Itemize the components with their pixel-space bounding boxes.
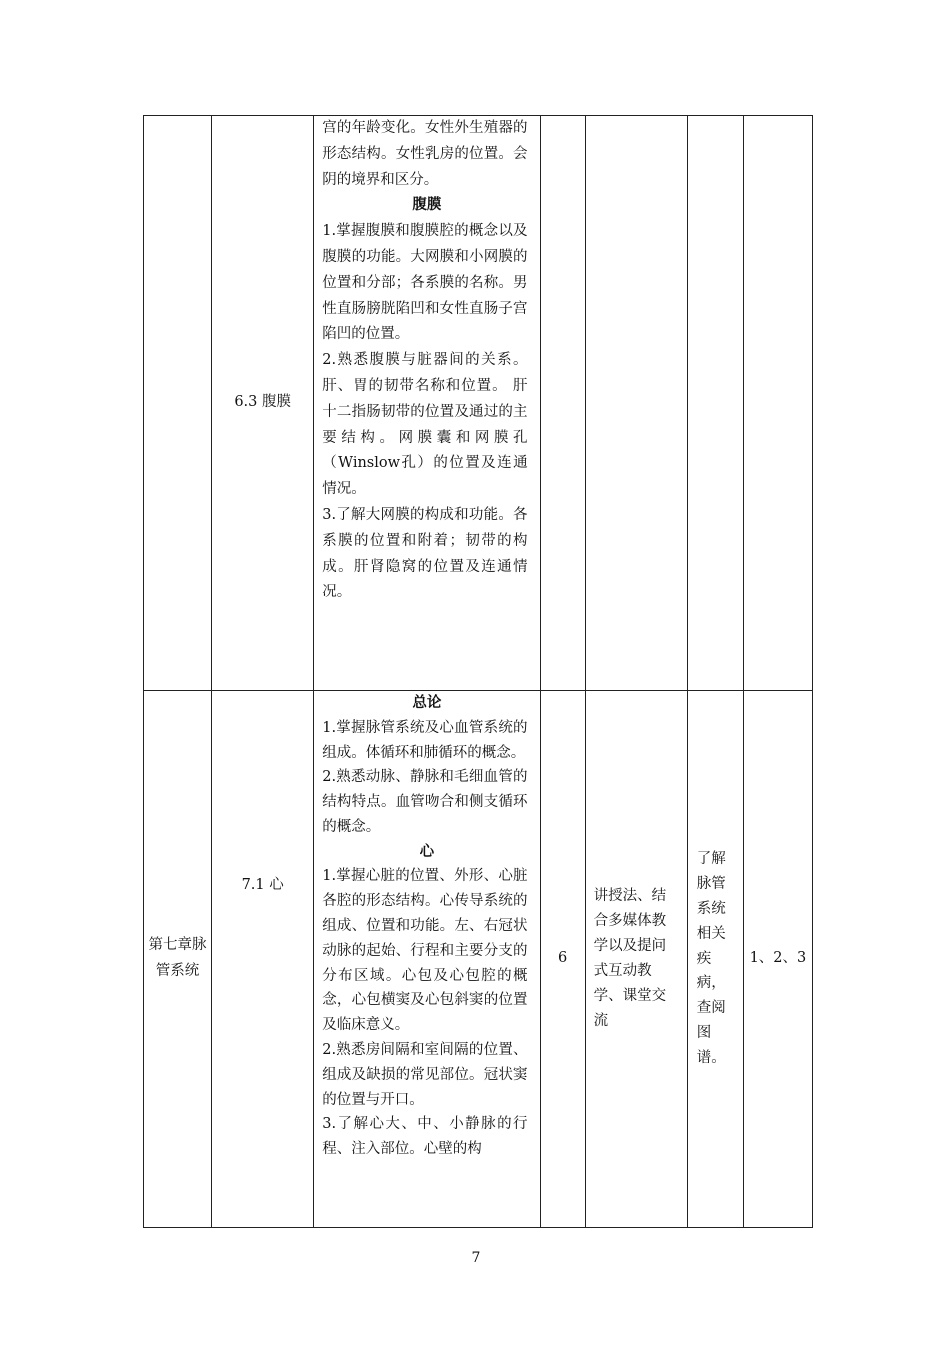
- content-paragraph: 3.了解心大、中、小静脉的行程、注入部位。心壁的构: [322, 1116, 528, 1158]
- methods-text: 讲授法、结合多媒体教学以及提问式互动教学、课堂交流: [593, 888, 667, 1029]
- content-paragraph: 2.熟悉房间隔和室间隔的位置、组成及缺损的常见部位。冠状窦的位置与开口。: [322, 1041, 528, 1108]
- methods-cell: [585, 691, 687, 1228]
- hours-value: 6: [557, 950, 568, 967]
- content-cell: [314, 116, 540, 691]
- table-row: [144, 116, 813, 691]
- requirement-cell: [687, 691, 743, 1228]
- content-paragraph: 宫的年龄变化。女性外生殖器的形态结构。女性乳房的位置。会阴的境界和区分。: [322, 120, 528, 188]
- objectives-value: 1、2、3: [749, 950, 807, 967]
- hours-cell: [540, 691, 585, 1228]
- page-number: 7: [471, 1250, 481, 1266]
- content-heading: 腹膜: [412, 197, 442, 214]
- section-title: 7.1 心: [241, 877, 284, 893]
- content-heading: 总论: [412, 695, 442, 711]
- content-paragraph: 1.掌握脉管系统及心血管系统的组成。体循环和肺循环的概念。: [322, 719, 528, 761]
- table-row: [144, 691, 813, 1228]
- chapter-cell: [144, 691, 212, 1228]
- syllabus-table: [143, 115, 813, 1228]
- content-paragraph: 2.熟悉腹膜与脏器间的关系。肝、胃的韧带名称和位置。 肝十二指肠韧带的位置及通过的主要结构。网膜囊和网膜孔（Winslow孔）的位置及连通情况。: [322, 352, 528, 498]
- section-cell: 6.3 腹膜: [212, 116, 314, 691]
- requirement-cell: [687, 116, 743, 691]
- methods-cell: [585, 116, 687, 691]
- content-paragraph: 3.了解大网膜的构成和功能。各系膜的位置和附着；韧带的构成。肝肾隐窝的位置及连通情况。: [322, 506, 528, 601]
- section-cell: [212, 691, 314, 1228]
- chapter-cell: [144, 116, 212, 691]
- content-paragraph: 1.掌握心脏的位置、外形、心脏各腔的形态结构。心传导系统的组成、位置和功能。左、右冠状动脉的起始、行程和主要分支的分布区域。心包及心包腔的概念，心包横窦及心包斜窦的位置及临床意义。: [322, 868, 528, 1034]
- hours-cell: [540, 116, 585, 691]
- content-paragraph: 2.熟悉动脉、静脉和毛细血管的结构特点。血管吻合和侧支循环的概念。: [322, 769, 528, 835]
- chapter-title: 第七章脉管系统: [148, 937, 207, 979]
- content-cell: [314, 691, 540, 1228]
- objectives-cell: [743, 116, 812, 691]
- requirement-text: 了解脉管系统相关疾病，查阅图谱。: [696, 850, 726, 1067]
- content-heading: 心: [419, 843, 435, 860]
- objectives-cell: [743, 691, 812, 1228]
- content-paragraph: 1.掌握腹膜和腹膜腔的概念以及腹膜的功能。大网膜和小网膜的位置和分部；各系膜的名称。男性直肠膀胱陷凹和女性直肠子宫陷凹的位置。: [322, 223, 528, 343]
